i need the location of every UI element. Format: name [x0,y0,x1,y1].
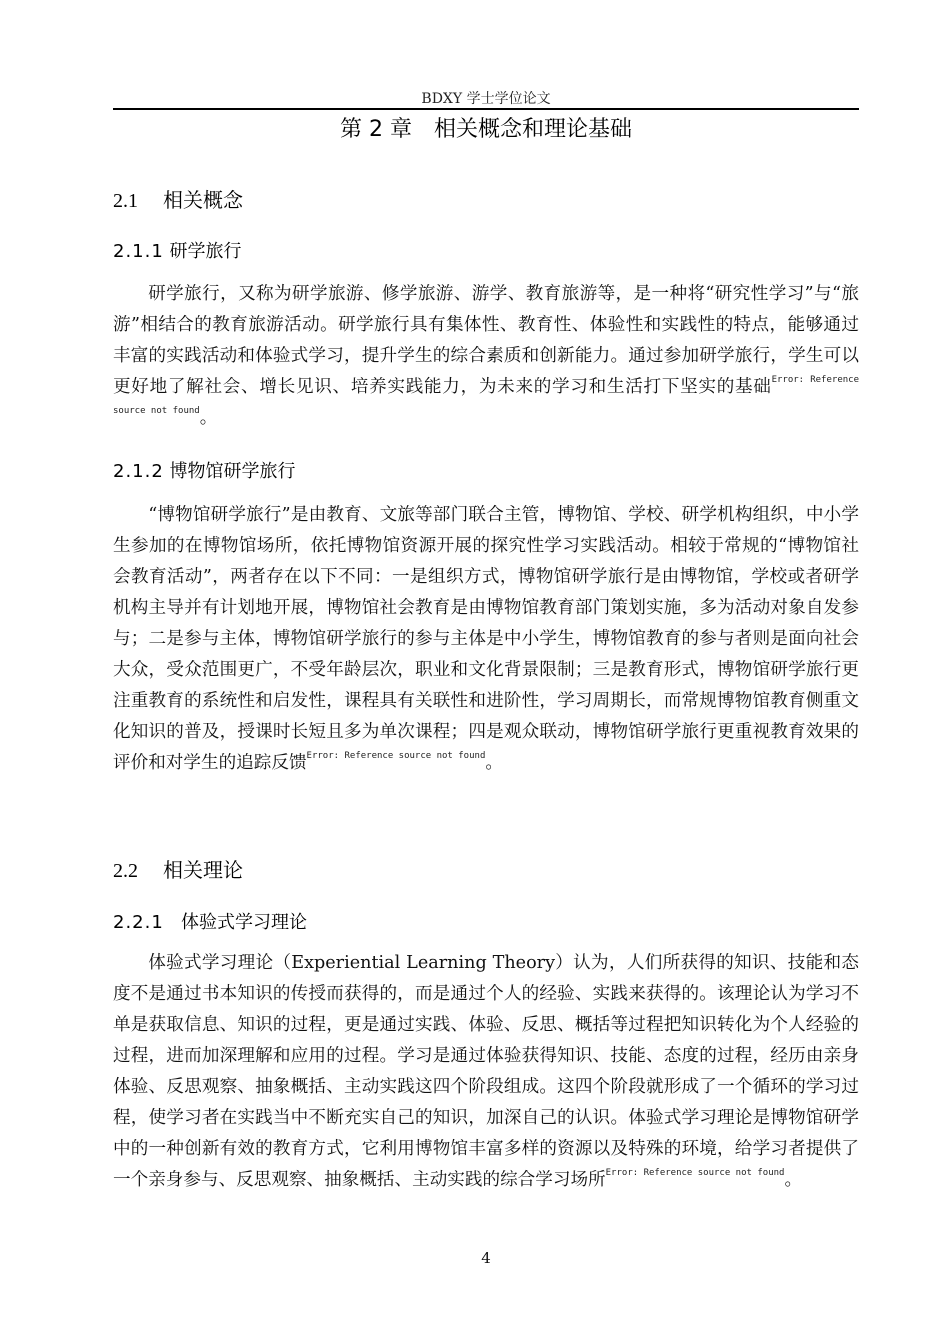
reference-error[interactable]: Error: Reference source not found [113,375,859,416]
subsection-title: 研学旅行 [169,241,242,262]
paragraph-experiential-learning [113,948,859,1196]
section-number: 2.1 [113,190,138,212]
chapter-title [113,113,859,147]
section-number: 2.2 [113,860,138,882]
running-header: BDXY 学士学位论文 [421,91,551,107]
subsection-number: 2.2.1 [113,912,164,933]
subsection-title: 博物馆研学旅行 [169,461,296,482]
reference-error[interactable]: Error: Reference source not found [605,1168,785,1178]
paragraph-text: 研学旅行，又称为研学旅游、修学旅游、游学、教育旅游等，是一种将“研究性学习”与“旅游”相结合的教育旅游活动。研学旅行具有集体性、教育性、体验性和实践性的特点，能够通过丰富的实践活动和体验式学习，提升学生的综合素质和创新能力。通过参加研学旅行，学生可以更好地了解社会、增长见识、培养实践能力，为未来的学习和生活打下坚实的基础 [113,284,859,397]
subsection-title: 体验式学习理论 [180,912,307,933]
subsection-heading-2-1-1 [113,239,242,265]
chapter-label: 第 2 章 [340,117,412,142]
section-title: 相关概念 [163,188,243,212]
paragraph-period: 。 [485,753,503,773]
subsection-heading-2-1-2 [113,459,296,485]
paragraph-research-travel [113,279,859,434]
paragraph-period: 。 [784,1170,803,1190]
paragraph-text: “博物馆研学旅行”是由教育、文旅等部门联合主管，博物馆、学校、研学机构组织，中小学生参加的在博物馆场所，依托博物馆资源开展的探究性学习实践活动。相较于常规的“博物馆社会教育活动”，两者存在以下不同：一是组织方式，博物馆研学旅行是由博物馆，学校或者研学机构主导并有计划地开展，博物馆社会教育是由博物馆教育部门策划实施，多为活动对象自发参与；二是参与主体，博物馆研学旅行的参与主体是中小学生，博物馆教育的参与者则是面向社会大众，受众范围更广，不受年龄层次，职业和文化背景限制；三是教育形式，博物馆研学旅行更注重教育的系统性和启发性，课程具有关联性和进阶性，学习周期长，而常规博物馆教育侧重文化知识的普及，授课时长短且多为单次课程；四是观众联动，博物馆研学旅行更重视教育效果的评价和对学生的追踪反馈 [113,505,859,773]
reference-error[interactable]: Error: Reference source not found [306,751,486,761]
chapter-name: 相关概念和理论基础 [433,117,632,142]
header-rule [113,108,859,110]
section-heading-2-1 [113,186,243,215]
subsection-heading-2-2-1 [113,910,307,936]
subsection-number: 2.1.2 [113,461,164,482]
paragraph-museum-research-travel [113,500,859,779]
section-title: 相关理论 [163,858,243,882]
section-heading-2-2 [113,856,243,885]
page-number: 4 [481,1249,491,1267]
paragraph-text: 体验式学习理论（Experiential Learning Theory）认为，人们所获得的知识、技能和态度不是通过书本知识的传授而获得的，而是通过个人的经验、实践来获得的。该理论认为学习不单是获取信息、知识的过程，更是通过实践、体验、反思、概括等过程把知识转化为个人经验的过程，进而加深理解和应用的过程。学习是通过体验获得知识、技能、态度的过程，经历由亲身体验、反思观察、抽象概括、主动实践这四个阶段组成。这四个阶段就形成了一个循环的学习过程，使学习者在实践当中不断充实自己的知识，加深自己的认识。体验式学习理论是博物馆研学中的一种创新有效的教育方式，它利用博物馆丰富多样的资源以及特殊的环境，给学习者提供了一个亲身参与、反思观察、抽象概括、主动实践的综合学习场所 [113,953,859,1190]
subsection-number: 2.1.1 [113,241,164,262]
paragraph-period: 。 [199,408,218,428]
